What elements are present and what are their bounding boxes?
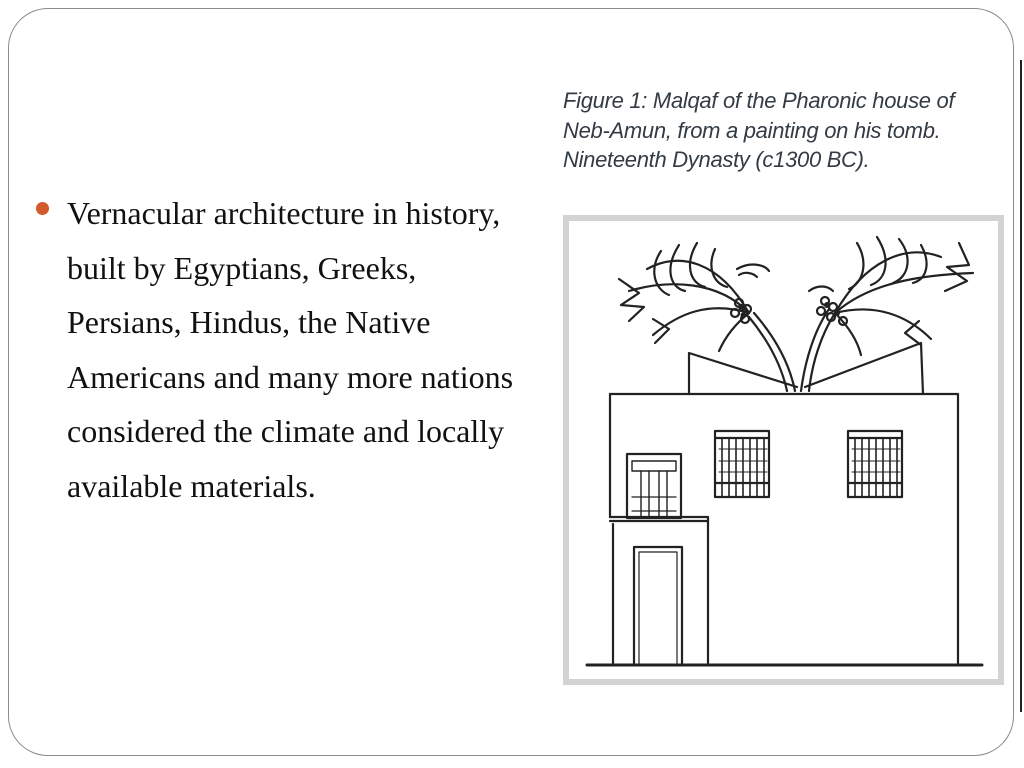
figure-image — [563, 215, 1004, 685]
pharonic-house-illustration — [569, 221, 998, 679]
slide-edge-line — [1020, 60, 1022, 712]
figure-caption: Figure 1: Malqaf of the Pharonic house of Neb-Amun, from a painting on his tomb. Nineteenth Dynasty (c1300 BC). — [563, 88, 955, 172]
bullet-item-text: Vernacular architecture in history, built by Egyptians, Greeks, Persians, Hindus, the Native Americans and many more nations considered the climate and locally available materials. — [67, 195, 514, 504]
bullet-marker — [36, 202, 49, 215]
